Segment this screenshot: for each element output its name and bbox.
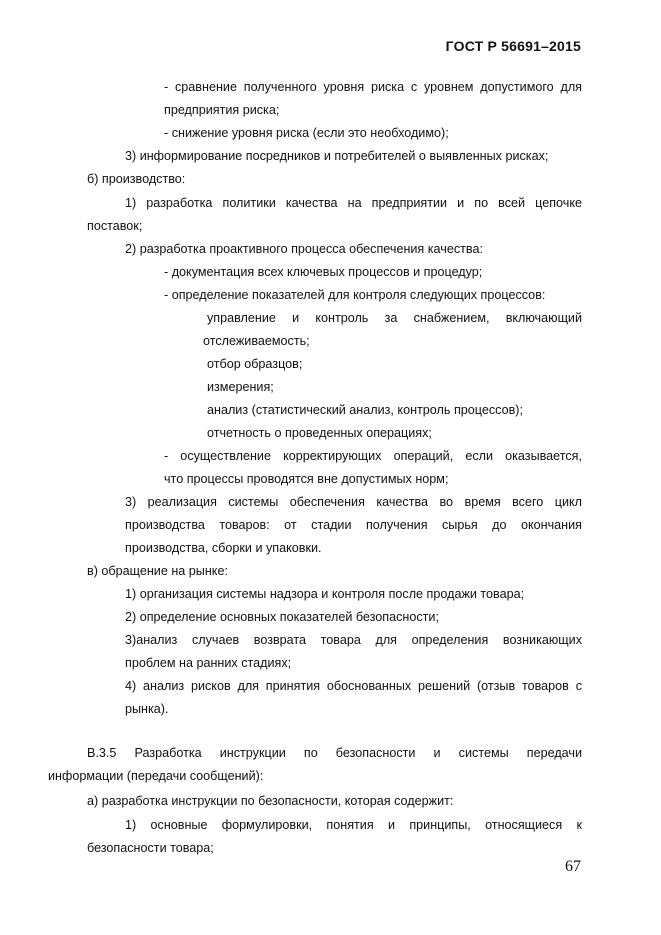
text-line: поставок; bbox=[87, 219, 143, 233]
text-line: производства товаров: от стадии получения сырья до окончания bbox=[125, 518, 582, 532]
text-line: а) разработка инструкции по безопасности, которая содержит: bbox=[87, 794, 454, 808]
text-line: отбор образцов; bbox=[207, 357, 303, 371]
page-number: 67 bbox=[565, 858, 581, 875]
text-line: производства, сборки и упаковки. bbox=[125, 541, 322, 555]
text-line: информации (передачи сообщений): bbox=[48, 769, 264, 783]
text-line: 2) определение основных показателей безопасности; bbox=[125, 610, 439, 624]
text-line: 1) организация системы надзора и контроля после продажи товара; bbox=[125, 587, 525, 601]
document-standard-header: ГОСТ Р 56691–2015 bbox=[445, 38, 581, 54]
text-line: б) производство: bbox=[87, 172, 186, 186]
text-line: 3) реализация системы обеспечения качества во время всего цикл bbox=[125, 495, 582, 509]
text-line: отслеживаемость; bbox=[203, 334, 310, 348]
text-line: 1) разработка политики качества на предприятии и по всей цепочке bbox=[125, 196, 582, 210]
section-heading: В.3.5 Разработка инструкции по безопасности и системы передачи bbox=[87, 746, 582, 760]
text-line: что процессы проводятся вне допустимых норм; bbox=[164, 472, 449, 486]
text-line: - сравнение полученного уровня риска с уровнем допустимого для bbox=[164, 80, 582, 94]
text-line: измерения; bbox=[207, 380, 274, 394]
text-line: 1) основные формулировки, понятия и принципы, относящиеся к bbox=[125, 818, 582, 832]
text-line: 4) анализ рисков для принятия обоснованных решений (отзыв товаров с bbox=[125, 679, 582, 693]
text-line: проблем на ранних стадиях; bbox=[125, 656, 292, 670]
text-line: управление и контроль за снабжением, включающий bbox=[207, 311, 582, 325]
text-line: анализ (статистический анализ, контроль процессов); bbox=[207, 403, 523, 417]
text-line: безопасности товара; bbox=[87, 841, 214, 855]
text-line: 3)анализ случаев возврата товара для определения возникающих bbox=[125, 633, 582, 647]
text-line: в) обращение на рынке: bbox=[87, 564, 228, 578]
text-line: - документация всех ключевых процессов и процедур; bbox=[164, 265, 483, 279]
text-line: отчетность о проведенных операциях; bbox=[207, 426, 432, 440]
text-line: - определение показателей для контроля следующих процессов: bbox=[164, 288, 546, 302]
text-line: рынка). bbox=[125, 702, 169, 716]
text-line: 2) разработка проактивного процесса обеспечения качества: bbox=[125, 242, 483, 256]
text-line: - осуществление корректирующих операций, если оказывается, bbox=[164, 449, 582, 463]
text-line: предприятия риска; bbox=[164, 103, 280, 117]
text-line: - снижение уровня риска (если это необходимо); bbox=[164, 126, 449, 140]
text-line: 3) информирование посредников и потребителей о выявленных рисках; bbox=[125, 149, 549, 163]
